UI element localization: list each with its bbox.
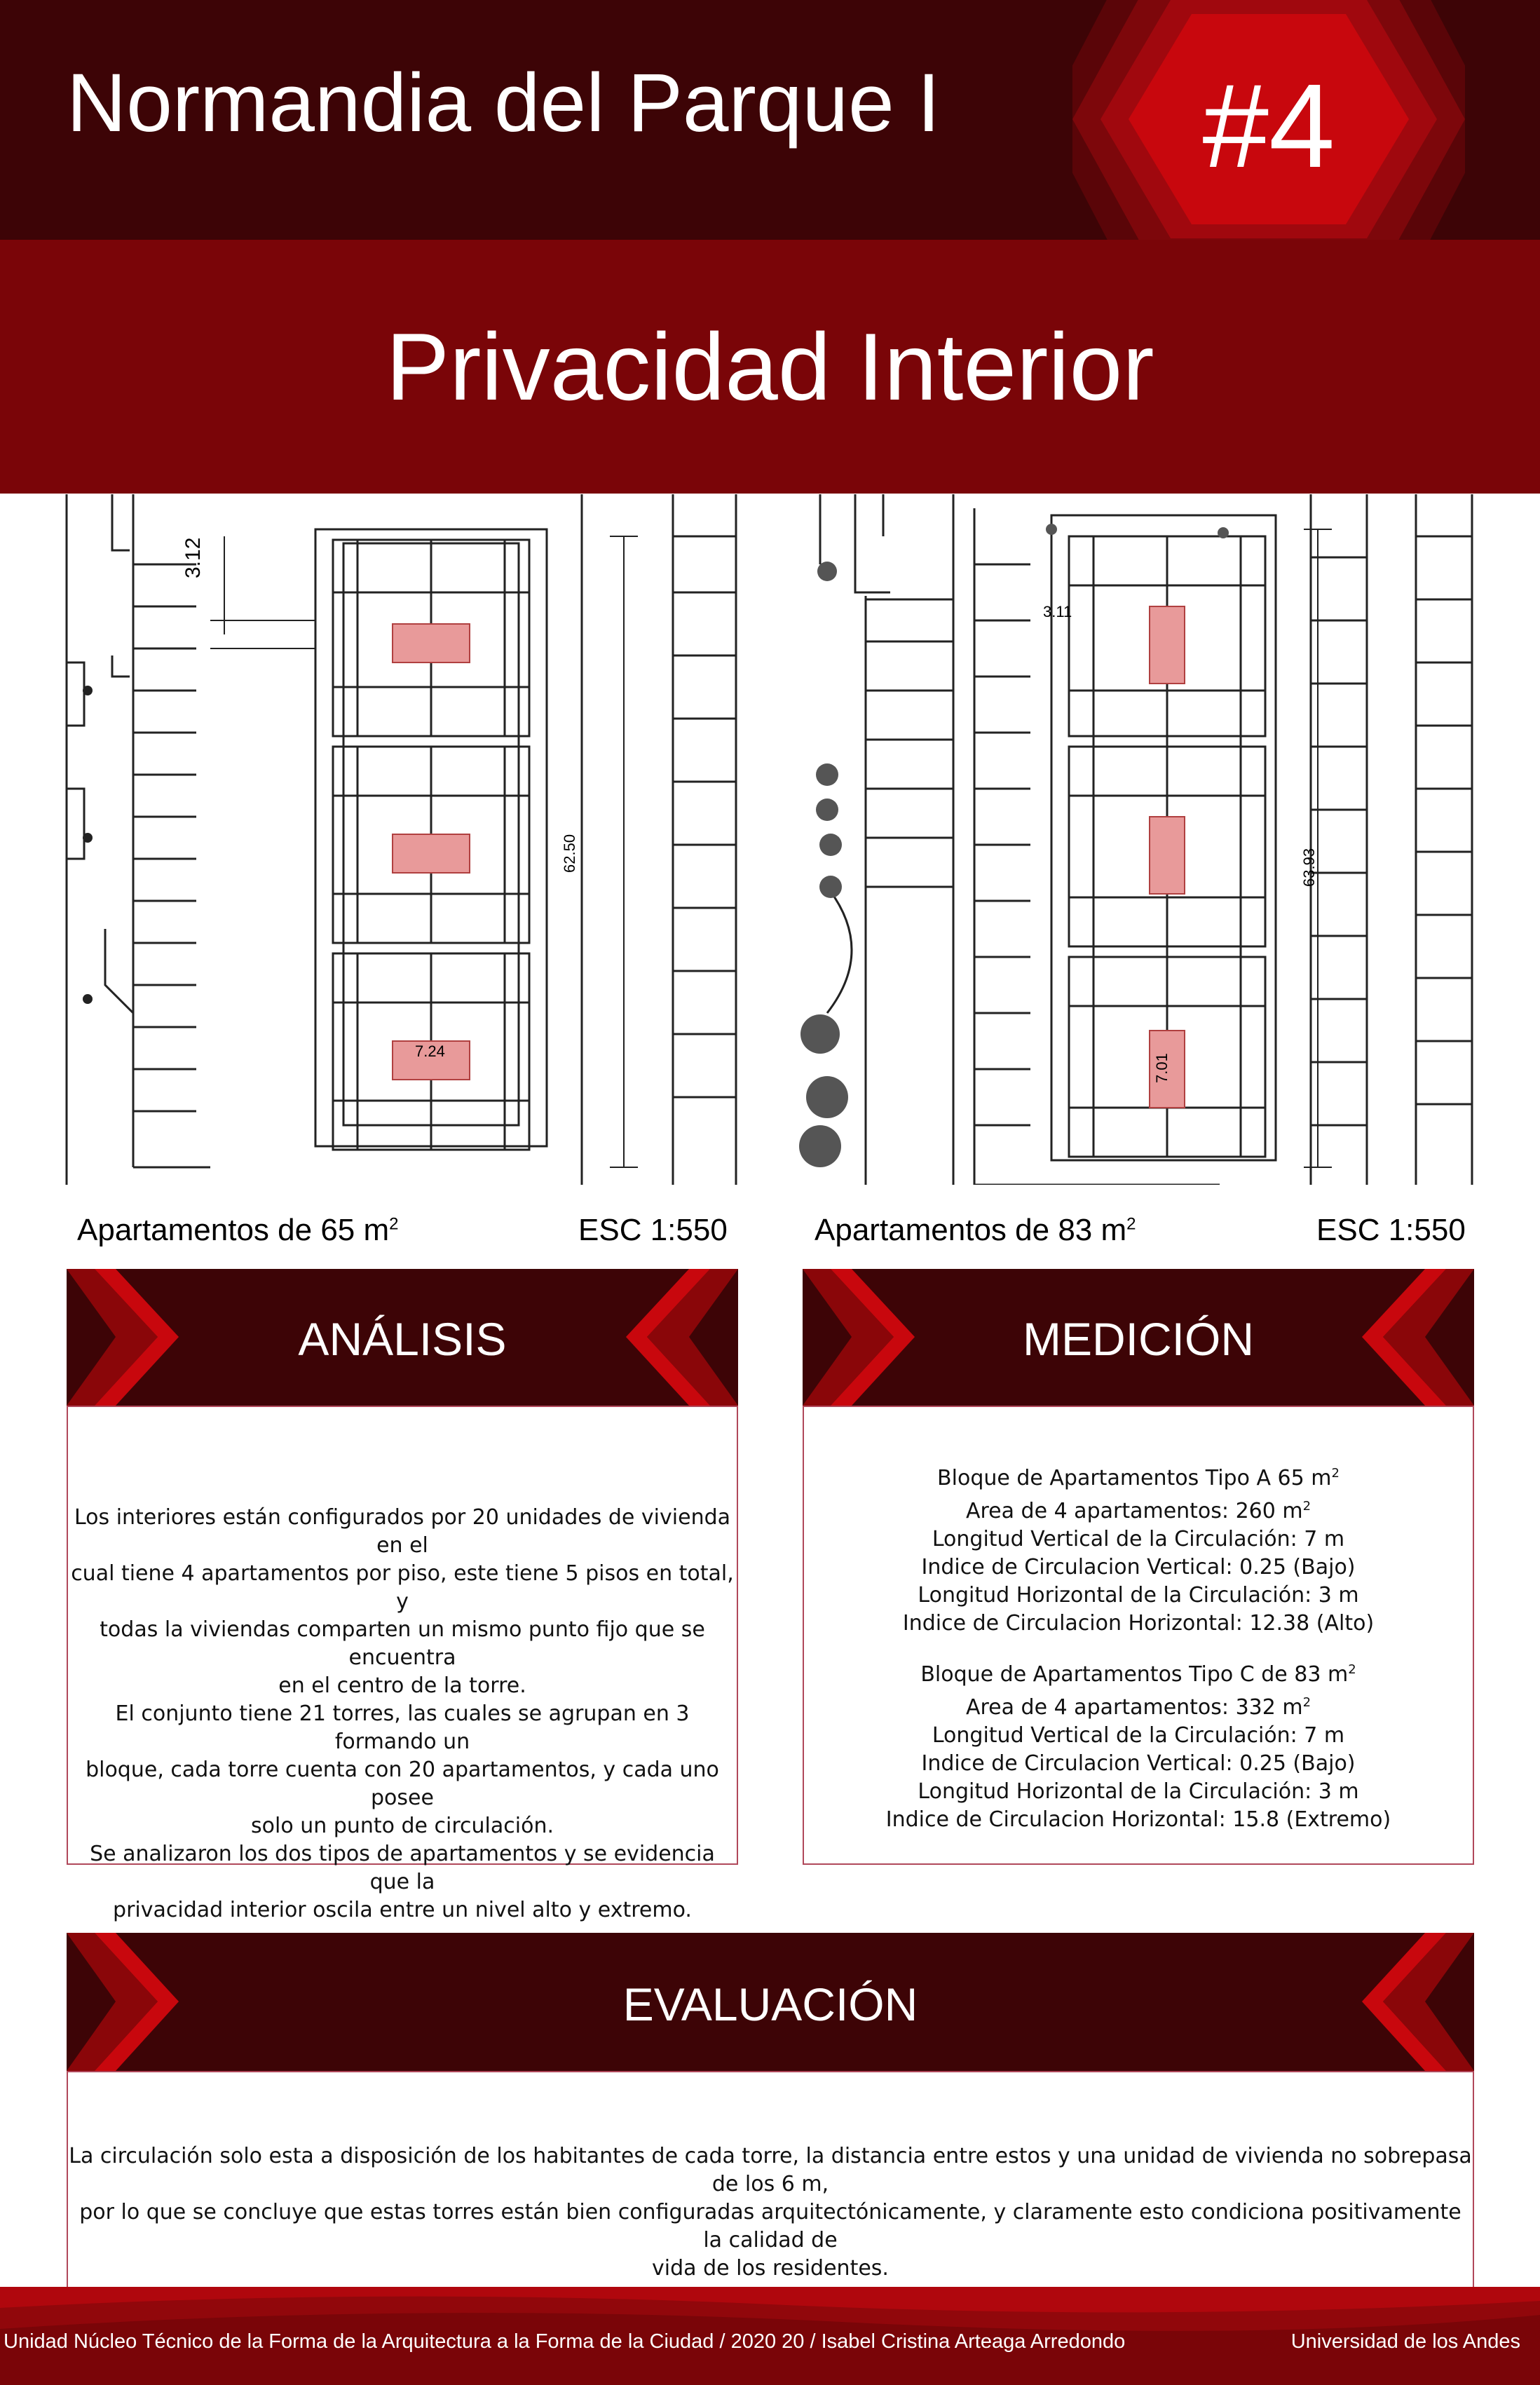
text-line: en el centro de la torre. bbox=[278, 1673, 526, 1698]
evaluacion-body bbox=[67, 2071, 1474, 2287]
text-line: Area de 4 apartamentos: 260 $m^2$ bbox=[965, 1499, 1311, 1523]
dim-label: 62.50 bbox=[561, 834, 578, 873]
footer-bar bbox=[0, 2287, 1540, 2385]
text-line: Longitud Horizontal de la Circulación: 3 m bbox=[918, 1583, 1359, 1608]
dim-label: 63.93 bbox=[1300, 848, 1318, 887]
text-line: bloque, cada torre cuenta con 20 apartamentos, y cada uno posee bbox=[86, 1758, 719, 1810]
text-line: Se analizaron los dos tipos de apartamentos y se evidencia que la bbox=[90, 1842, 715, 1894]
plan-scale: ESC 1:550 bbox=[1316, 1213, 1466, 1247]
text-line: solo un punto de circulación. bbox=[251, 1814, 554, 1838]
text-line: Longitud Vertical de la Circulación: 7 m bbox=[932, 1527, 1345, 1551]
analisis-text bbox=[68, 1504, 737, 1924]
text-line: El conjunto tiene 21 torres, las cuales se agrupan en 3 formando un bbox=[115, 1701, 690, 1754]
plan-caption: Apartamentos de 65 $m^2$ bbox=[77, 1213, 399, 1247]
text-line: Indice de Circulacion Vertical: 0.25 (Bajo) bbox=[921, 1751, 1356, 1776]
medicion-block-a bbox=[804, 1460, 1473, 1638]
text-line: La circulación solo esta a disposición de los habitantes de cada torre, la distancia entre estos y una unidad de vivienda no sobrepasa de los 6 m, bbox=[69, 2144, 1472, 2196]
medicion-block-c bbox=[804, 1656, 1473, 1834]
text-line: todas la viviendas comparten un mismo punto fijo que se encuentra bbox=[100, 1617, 705, 1670]
text-line: Area de 4 apartamentos: 332 $m^2$ bbox=[965, 1695, 1311, 1720]
text-line: Longitud Vertical de la Circulación: 7 m bbox=[932, 1723, 1345, 1748]
page-subtitle: Privacidad Interior bbox=[386, 313, 1154, 420]
text-line: Bloque de Apartamentos Tipo A 65 $m^2$ bbox=[937, 1466, 1340, 1490]
evaluacion-text bbox=[68, 2142, 1473, 2283]
floor-plan-65 bbox=[63, 494, 740, 1185]
badge-number: #4 bbox=[1202, 60, 1335, 193]
text-line: Indice de Circulacion Vertical: 0.25 (Bajo) bbox=[921, 1555, 1356, 1579]
analisis-header bbox=[67, 1269, 738, 1406]
analisis-body bbox=[67, 1406, 738, 1922]
text-line: Indice de Circulacion Horizontal: 12.38 (Alto) bbox=[902, 1611, 1375, 1636]
text-line: privacidad interior oscila entre un nivel alto y extremo. bbox=[113, 1898, 692, 1922]
page-title: Normandia del Parque I bbox=[67, 57, 941, 149]
dim-label: 7.01 bbox=[1153, 1053, 1171, 1083]
text-line: Indice de Circulacion Horizontal: 15.8 (Extremo) bbox=[885, 1807, 1391, 1832]
medicion-header bbox=[803, 1269, 1474, 1406]
medicion-heading: MEDICIÓN bbox=[1023, 1313, 1254, 1365]
plan-scale: ESC 1:550 bbox=[578, 1213, 728, 1247]
evaluacion-heading: EVALUACIÓN bbox=[622, 1978, 918, 2030]
text-line: cual tiene 4 apartamentos por piso, este tiene 5 pisos en total, y bbox=[71, 1561, 734, 1614]
text-line: Los interiores están configurados por 20 unidades de vivienda en el bbox=[74, 1505, 731, 1558]
footer-university: Universidad de los Andes bbox=[1290, 2330, 1520, 2353]
dim-label: 3.11 bbox=[1043, 603, 1072, 620]
text-line: vida de los residentes. bbox=[652, 2256, 889, 2281]
footer-credits: Unidad Núcleo Técnico de la Forma de la Arquitectura a la Forma de la Ciudad / 2020 20 / Isabel Cristina Arteaga Arredondo bbox=[4, 2330, 1126, 2353]
text-line: por lo que se concluye que estas torres están bien configuradas arquitectónicamente, y claramente esto condiciona positivamente la calidad de bbox=[79, 2200, 1461, 2252]
floor-plan-83 bbox=[799, 494, 1476, 1185]
evaluacion-header bbox=[67, 1933, 1474, 2071]
analisis-heading: ANÁLISIS bbox=[298, 1313, 507, 1365]
medicion-body bbox=[803, 1406, 1474, 1865]
dim-label: 3.12 bbox=[182, 537, 205, 578]
text-line: Longitud Horizontal de la Circulación: 3 m bbox=[918, 1779, 1359, 1804]
dim-label: 7.24 bbox=[415, 1042, 445, 1060]
text-line: Bloque de Apartamentos Tipo C de 83 $m^2$ bbox=[920, 1662, 1356, 1687]
plan-caption: Apartamentos de 83 $m^2$ bbox=[815, 1213, 1136, 1247]
